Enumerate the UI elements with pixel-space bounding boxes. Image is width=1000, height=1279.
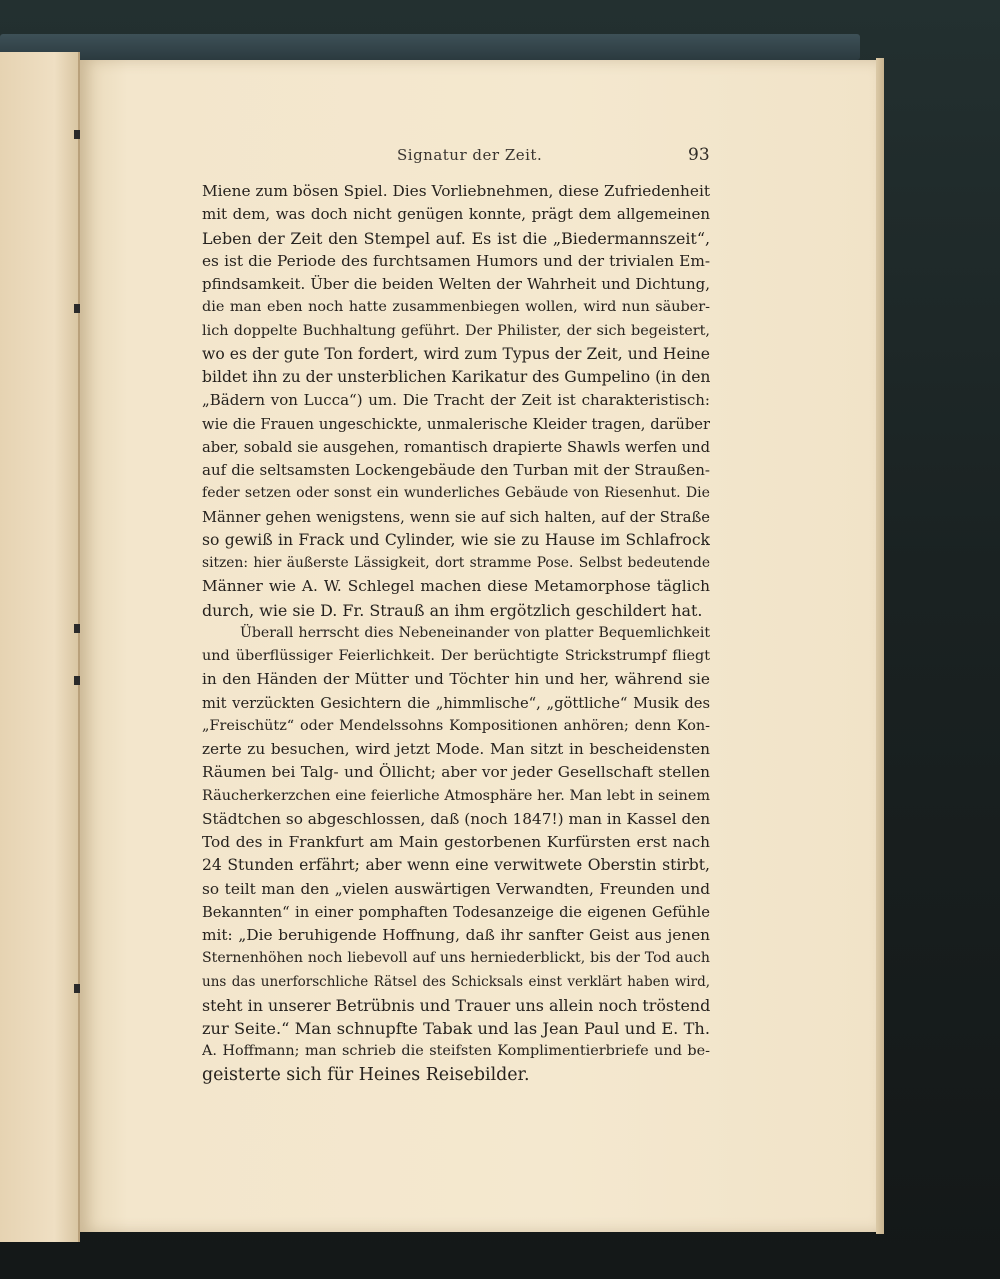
text-line: wo es der gute Ton fordert, wird zum Typus der Zeit, und Heine xyxy=(202,344,710,363)
text-line: Bekannten“ in einer pomphaften Todesanzeige die eigenen Gefühle xyxy=(202,903,710,921)
page-edge xyxy=(876,58,884,1234)
text-line: zur Seite.“ Man schnupfte Tabak und las Jean Paul und E. Th. xyxy=(202,1019,710,1038)
text-line: „Bädern von Lucca“) um. Die Tracht der Zeit ist charakteristisch: xyxy=(202,391,710,410)
text-line: feder setzen oder sonst ein wunderliches Gebäude von Riesenhut. Die xyxy=(202,485,710,502)
text-line: in den Händen der Mütter und Töchter hin und her, während sie xyxy=(202,670,710,689)
running-head: Signatur der Zeit. xyxy=(397,146,543,164)
text-line: lich doppelte Buchhaltung geführt. Der Philister, der sich begeistert, xyxy=(202,322,710,339)
text-line: Tod des in Frankfurt am Main gestorbenen Kurfürsten erst nach xyxy=(202,833,710,851)
text-line: die man eben noch hatte zusammenbiegen wollen, wird nun säuber- xyxy=(202,299,710,316)
text-line: mit dem, was doch nicht genügen konnte, prägt dem allgemeinen xyxy=(202,205,710,224)
text-line: Räumen bei Talg- und Öllicht; aber vor jeder Gesellschaft stellen xyxy=(202,763,710,782)
text-line: Räucherkerzchen eine feierliche Atmosphäre her. Man lebt in seinem xyxy=(202,787,710,804)
text-line: Überall herrscht dies Nebeneinander von platter Bequemlichkeit xyxy=(240,624,710,641)
text-line: 24 Stunden erfährt; aber wenn eine verwitwete Oberstin stirbt, xyxy=(202,856,710,875)
text-line: auf die seltsamsten Lockengebäude den Turban mit der Straußen- xyxy=(202,461,710,479)
text-line: und überflüssiger Feierlichkeit. Der berüchtigte Strickstrumpf fliegt xyxy=(202,648,710,664)
text-line: so gewiß in Frack und Cylinder, wie sie zu Hause im Schlafrock xyxy=(202,530,710,549)
text-line: bildet ihn zu der unsterblichen Karikatur des Gumpelino (in den xyxy=(202,368,710,386)
text-line: Männer gehen wenigstens, wenn sie auf sich halten, auf der Straße xyxy=(202,508,710,526)
text-line: uns das unerforschliche Rätsel des Schicksals einst verklärt haben wird, xyxy=(202,973,710,990)
text-line: aber, sobald sie ausgehen, romantisch drapierte Shawls werfen und xyxy=(202,438,710,456)
text-line: es ist die Periode des furchtsamen Humors und der trivialen Em- xyxy=(202,251,710,270)
text-line: wie die Frauen ungeschickte, unmalerische Kleider tragen, darüber xyxy=(202,415,710,433)
text-line: steht in unserer Betrübnis und Trauer uns allein noch tröstend xyxy=(202,995,710,1015)
book-cover-edge xyxy=(0,34,860,60)
text-line: mit verzückten Gesichtern die „himmlische“, „göttliche“ Musik des xyxy=(202,694,710,712)
text-line: Miene zum bösen Spiel. Dies Vorliebnehmen, diese Zufriedenheit xyxy=(202,182,710,200)
page-number: 93 xyxy=(688,145,710,165)
text-line: so teilt man den „vielen auswärtigen Verwandten, Freunden und xyxy=(202,879,710,898)
text-line: durch, wie sie D. Fr. Strauß an ihm ergötzlich geschildert hat. xyxy=(202,600,703,620)
text-line: Leben der Zeit den Stempel auf. Es ist die „Biedermannszeit“, xyxy=(202,228,710,248)
text-line: Sternenhöhen noch liebevoll auf uns herniederblickt, bis der Tod auch xyxy=(202,950,710,967)
text-line: Städtchen so abgeschlossen, daß (noch 1847!) man in Kassel den xyxy=(202,809,710,828)
left-page-edge xyxy=(0,52,80,1242)
body-text xyxy=(202,180,710,1087)
text-line: „Freischütz“ oder Mendelssohns Kompositionen anhören; denn Kon- xyxy=(202,717,710,734)
text-line: pfindsamkeit. Über die beiden Welten der Wahrheit und Dichtung, xyxy=(202,275,710,293)
text-line: geisterte sich für Heines Reisebilder. xyxy=(202,1064,530,1085)
text-line: mit: „Die beruhigende Hoffnung, daß ihr sanfter Geist aus jenen xyxy=(202,926,710,944)
text-line: A. Hoffmann; man schrieb die steifsten Komplimentierbriefe und be- xyxy=(202,1043,710,1060)
text-line: zerte zu besuchen, wird jetzt Mode. Man sitzt in bescheidensten xyxy=(202,740,710,758)
text-line: sitzen: hier äußerste Lässigkeit, dort stramme Pose. Selbst bedeutende xyxy=(202,555,710,571)
text-line: Männer wie A. W. Schlegel machen diese Metamorphose täglich xyxy=(202,577,710,596)
